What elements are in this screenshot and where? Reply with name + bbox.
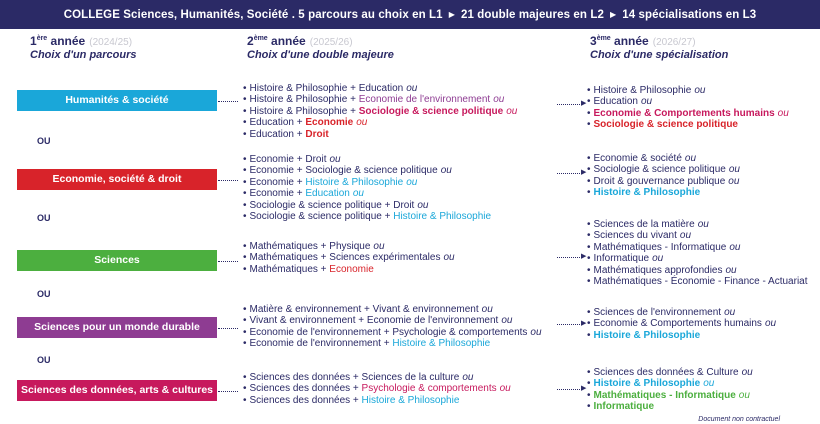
list-item-text: Droit	[305, 128, 329, 140]
bullet-icon: •	[587, 107, 591, 119]
list-item-text: Economie & société	[593, 153, 682, 164]
connector-line	[218, 328, 238, 329]
list-item-text: Histoire & Philosophie	[393, 211, 492, 223]
or-suffix: ou	[499, 383, 511, 395]
majors-list	[243, 304, 542, 350]
bullet-icon: •	[243, 394, 247, 406]
column-header-year-3: 3ème année (2026/27) Choix d'une spécialisation	[590, 34, 729, 61]
bullet-icon: •	[243, 338, 247, 350]
list-item	[587, 401, 753, 412]
list-item	[587, 265, 808, 276]
specializations-list	[587, 153, 740, 199]
play-arrow-icon: ▶	[609, 10, 617, 19]
or-suffix: ou	[530, 326, 542, 338]
list-item-text: Economie & Comportements humains	[593, 318, 762, 330]
list-item	[587, 378, 753, 389]
bullet-icon: •	[587, 401, 591, 413]
list-item	[587, 390, 753, 401]
list-item	[243, 372, 511, 383]
parcours-sciences-monde-durable: Sciences pour un monde durable	[17, 317, 217, 338]
list-item	[587, 85, 789, 96]
list-item-text: Mathématiques - Informatique	[593, 389, 736, 401]
specializations-list	[587, 307, 776, 341]
or-suffix: ou	[764, 318, 777, 330]
list-item	[587, 176, 740, 187]
bullet-icon: •	[243, 154, 247, 165]
list-item	[587, 253, 808, 264]
list-item	[243, 129, 517, 140]
list-item-text: Histoire & Philosophie	[593, 85, 692, 96]
list-item	[587, 307, 776, 318]
bullet-icon: •	[243, 241, 247, 252]
specializations-list	[587, 85, 789, 131]
bullet-icon: •	[587, 276, 591, 288]
or-suffix: ou	[728, 164, 740, 176]
or-suffix: ou	[406, 83, 418, 94]
or-suffix: ou	[329, 154, 341, 165]
or-suffix: ou	[493, 94, 505, 106]
list-item-text: Droit & gouvernance publique	[593, 175, 726, 187]
list-item	[587, 242, 808, 253]
list-item-text: Mathématiques +	[249, 263, 330, 275]
list-item	[243, 304, 542, 315]
list-item-text: Histoire & Philosophie +	[249, 105, 359, 117]
list-item	[243, 200, 491, 211]
list-item	[587, 318, 776, 329]
list-item-text: Economie	[305, 117, 354, 129]
or-suffix: ou	[703, 378, 715, 390]
arrow-right-icon: ▶	[557, 101, 587, 109]
or-suffix: ou	[652, 253, 664, 265]
bullet-icon: •	[243, 211, 247, 223]
or-suffix: ou	[777, 107, 789, 119]
or-suffix: ou	[741, 367, 753, 378]
list-item-text: Economie + Sociologie & science politique	[249, 165, 438, 177]
list-item-text: Sciences des données +	[249, 394, 362, 406]
connector-line	[218, 391, 238, 392]
bullet-icon: •	[243, 94, 247, 106]
list-item-text: Histoire & Philosophie	[392, 338, 491, 350]
bullet-icon: •	[243, 252, 247, 264]
or-suffix: ou	[417, 199, 429, 211]
list-item	[243, 106, 517, 117]
arrow-right-icon: ▶	[557, 170, 587, 178]
list-item-text: Sociologie & science politique +	[249, 211, 394, 223]
bullet-icon: •	[587, 307, 591, 318]
list-item	[587, 219, 808, 230]
connector-line	[218, 180, 238, 181]
list-item-text: Economie de l'environnement + Psychologie & comportements	[249, 326, 528, 338]
list-item	[587, 367, 753, 378]
list-item	[587, 96, 789, 107]
list-item	[243, 177, 491, 188]
bullet-icon: •	[587, 96, 591, 108]
column-header-year-1: 1ère année (2024/25) Choix d'un parcours	[30, 34, 137, 61]
bullet-icon: •	[243, 176, 247, 188]
list-item-text: Matière & environnement + Vivant & environnement	[249, 304, 479, 315]
list-item-text: Histoire & Philosophie + Education	[249, 83, 404, 94]
parcours-sciences: Sciences	[17, 250, 217, 271]
or-label: OU	[37, 136, 51, 146]
arrow-right-icon: ▶	[557, 386, 587, 394]
list-item	[243, 165, 491, 176]
list-item-text: Mathématiques - Informatique	[593, 241, 727, 253]
parcours-economie-societe-droit: Economie, société & droit	[17, 169, 217, 190]
bullet-icon: •	[587, 219, 591, 230]
bullet-icon: •	[587, 389, 591, 401]
list-item	[243, 383, 511, 394]
list-item	[243, 241, 455, 252]
majors-list	[243, 241, 455, 275]
bullet-icon: •	[587, 230, 591, 242]
bullet-icon: •	[243, 383, 247, 395]
bullet-icon: •	[587, 119, 591, 131]
or-suffix: ou	[684, 153, 697, 164]
bullet-icon: •	[243, 263, 247, 275]
banner-text-1: COLLEGE Sciences, Humanités, Société . 5 parcours au choix en L1	[63, 9, 443, 21]
list-item	[243, 83, 517, 94]
or-suffix: ou	[724, 307, 736, 318]
list-item-text: Histoire & Philosophie	[593, 378, 701, 390]
specializations-list	[587, 367, 753, 413]
bullet-icon: •	[587, 318, 591, 330]
list-item	[587, 119, 789, 130]
list-item-text: Sociologie & science politique + Droit	[249, 199, 415, 211]
or-suffix: ou	[697, 219, 709, 230]
column-header-year-2: 2ème année (2025/26) Choix d'une double majeure	[247, 34, 394, 61]
or-suffix: ou	[729, 241, 741, 253]
list-item-text: Histoire & Philosophie	[593, 187, 701, 199]
list-item-text: Sciences des données + Sciences de la culture	[249, 372, 460, 383]
list-item-text: Histoire & Philosophie +	[249, 94, 359, 106]
play-arrow-icon: ▶	[448, 10, 455, 19]
or-label: OU	[37, 355, 51, 365]
bullet-icon: •	[243, 128, 247, 140]
majors-list	[243, 83, 517, 140]
list-item	[587, 108, 789, 119]
list-item-text: Education +	[249, 117, 306, 129]
bullet-icon: •	[587, 85, 591, 96]
bullet-icon: •	[243, 372, 247, 383]
or-suffix: ou	[373, 241, 385, 252]
or-suffix: ou	[501, 315, 513, 327]
bullet-icon: •	[243, 105, 247, 117]
bullet-icon: •	[587, 153, 591, 164]
arrow-right-icon: ▶	[557, 254, 587, 262]
or-suffix: ou	[679, 230, 692, 242]
list-item-text: Histoire & Philosophie	[361, 394, 460, 406]
list-item-text: Histoire & Philosophie	[593, 329, 701, 341]
list-item	[243, 315, 542, 326]
list-item-text: Sciences du vivant	[593, 230, 677, 242]
or-suffix: ou	[443, 252, 455, 264]
list-item-text: Economie +	[249, 188, 306, 200]
list-item	[587, 164, 740, 175]
or-label: OU	[37, 213, 51, 223]
list-item-text: Education	[593, 96, 638, 108]
connector-line	[218, 261, 238, 262]
bullet-icon: •	[587, 367, 591, 378]
or-suffix: ou	[694, 85, 706, 96]
column-subtitle: Choix d'une spécialisation	[590, 49, 729, 61]
list-item	[243, 188, 491, 199]
list-item	[587, 153, 740, 164]
bullet-icon: •	[243, 117, 247, 129]
list-item-text: Sociologie & science politique	[358, 105, 504, 117]
or-suffix: ou	[738, 389, 750, 401]
footnote: Document non contractuel	[698, 416, 780, 423]
or-suffix: ou	[506, 105, 518, 117]
list-item-text: Education +	[249, 128, 306, 140]
top-banner	[0, 0, 820, 29]
list-item	[243, 264, 455, 275]
or-suffix: ou	[728, 175, 740, 187]
list-item-text: Sciences de l'environnement	[593, 307, 722, 318]
list-item-text: Economie	[329, 263, 374, 275]
bullet-icon: •	[587, 241, 591, 253]
list-item	[243, 154, 491, 165]
list-item-text: Sciences des données +	[249, 383, 362, 395]
parcours-humanites-societe: Humanités & société	[17, 90, 217, 111]
or-suffix: ou	[641, 96, 653, 108]
majors-list	[243, 372, 511, 406]
or-suffix: ou	[440, 165, 452, 177]
list-item	[243, 252, 455, 263]
arrow-right-icon: ▶	[557, 321, 587, 329]
or-suffix: ou	[462, 372, 474, 383]
bullet-icon: •	[243, 83, 247, 94]
list-item-text: Psychologie & comportements	[361, 383, 497, 395]
connector-line	[218, 101, 238, 102]
banner-text-3: 14 spécialisations en L3	[622, 9, 757, 21]
or-suffix: ou	[725, 264, 737, 276]
list-item-text: Sciences des données & Culture	[593, 367, 739, 378]
or-suffix: ou	[406, 176, 418, 188]
list-item-text: Economie +	[249, 176, 306, 188]
list-item	[243, 211, 491, 222]
list-item	[587, 187, 740, 198]
list-item-text: Education	[305, 188, 350, 200]
bullet-icon: •	[243, 326, 247, 338]
or-suffix: ou	[356, 117, 368, 129]
list-item	[243, 117, 517, 128]
list-item-text: Informatique	[593, 401, 655, 413]
bullet-icon: •	[243, 315, 247, 327]
bullet-icon: •	[243, 165, 247, 177]
list-item	[243, 395, 511, 406]
list-item-text: Sociologie & science politique	[593, 164, 726, 176]
bullet-icon: •	[587, 264, 591, 276]
list-item-text: Economie + Droit	[249, 154, 327, 165]
list-item	[243, 338, 542, 349]
list-item-text: Economie de l'environnement +	[249, 338, 393, 350]
list-item-text: Sciences de la matière	[593, 219, 695, 230]
list-item-text: Economie & Comportements humains	[593, 107, 775, 119]
bullet-icon: •	[587, 175, 591, 187]
bullet-icon: •	[587, 253, 591, 265]
or-label: OU	[37, 289, 51, 299]
list-item-text: Mathématiques - Économie - Finance - Actuariat	[593, 276, 808, 288]
list-item	[587, 330, 776, 341]
bullet-icon: •	[587, 378, 591, 390]
list-item	[587, 230, 808, 241]
list-item	[243, 327, 542, 338]
list-item-text: Mathématiques + Sciences expérimentales	[249, 252, 441, 264]
bullet-icon: •	[243, 188, 247, 200]
banner-text-2: 21 double majeures en L2	[460, 9, 604, 21]
list-item	[587, 276, 808, 287]
specializations-list	[587, 219, 808, 287]
parcours-sciences-donnees-arts-cultures: Sciences des données, arts & cultures	[17, 380, 217, 401]
column-subtitle: Choix d'un parcours	[30, 49, 137, 61]
column-subtitle: Choix d'une double majeure	[247, 49, 394, 61]
bullet-icon: •	[243, 199, 247, 211]
bullet-icon: •	[587, 164, 591, 176]
bullet-icon: •	[587, 187, 591, 199]
or-suffix: ou	[352, 188, 364, 200]
majors-list	[243, 154, 491, 222]
list-item-text: Sociologie & science politique	[593, 119, 738, 131]
or-suffix: ou	[481, 304, 493, 315]
list-item-text: Informatique	[593, 253, 650, 265]
list-item-text: Vivant & environnement + Economie de l'environnement	[249, 315, 499, 327]
list-item-text: Economie de l'environnement	[358, 94, 491, 106]
list-item-text: Histoire & Philosophie	[305, 176, 404, 188]
list-item-text: Mathématiques approfondies	[593, 264, 723, 276]
list-item-text: Mathématiques + Physique	[249, 241, 371, 252]
bullet-icon: •	[587, 329, 591, 341]
list-item	[243, 94, 517, 105]
bullet-icon: •	[243, 304, 247, 315]
